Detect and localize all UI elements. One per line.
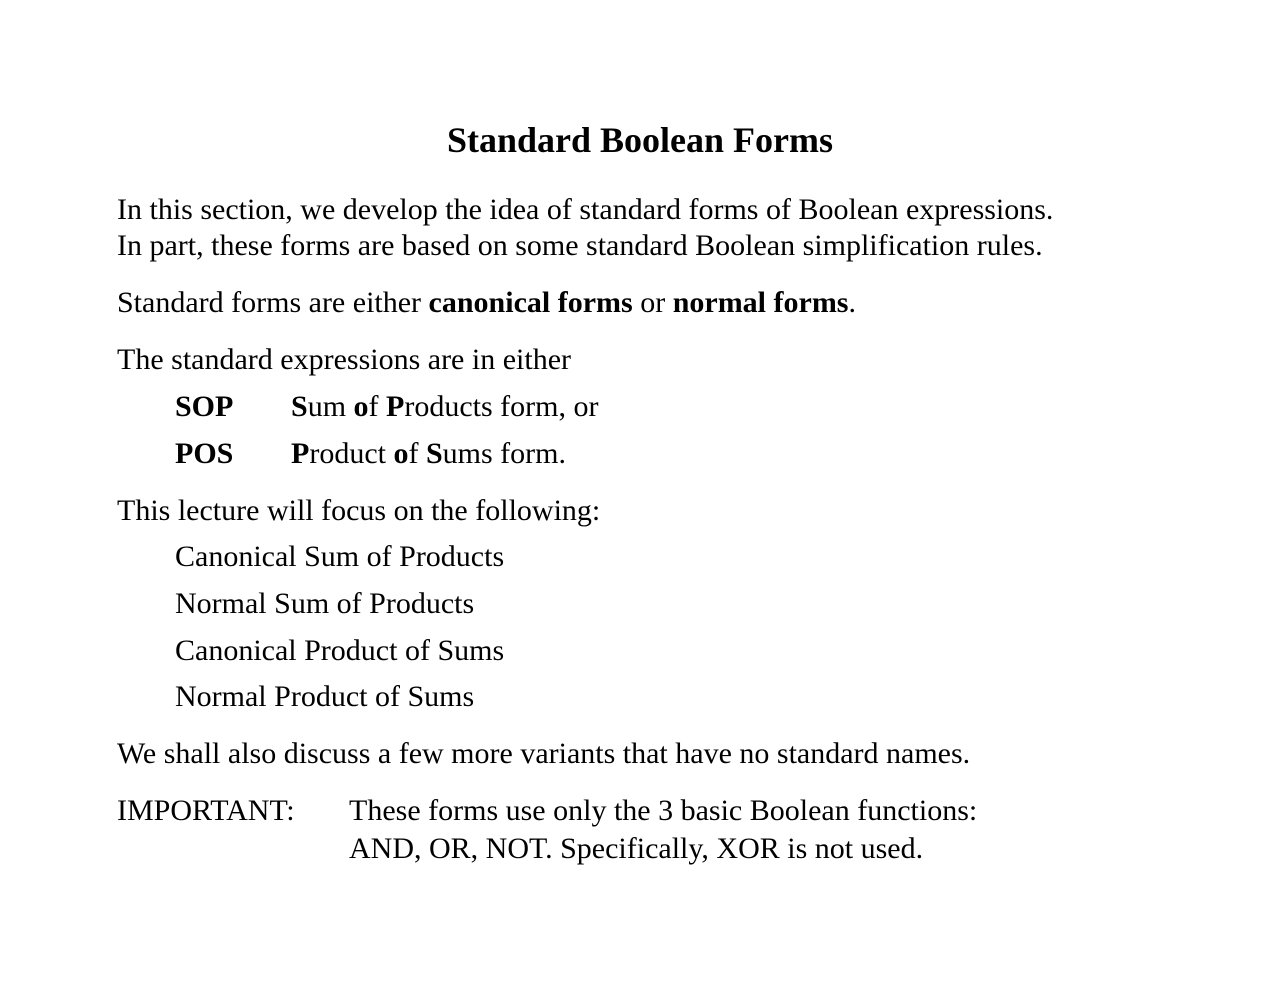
sop-definition: [175, 389, 598, 425]
pos-text-2: f: [408, 437, 426, 470]
focus-item-canonical-pos: Canonical Product of Sums: [175, 634, 505, 667]
focus-item-normal-sop: Normal Sum of Products: [175, 587, 475, 620]
sop-abbreviation: SOP: [175, 390, 234, 423]
intro-line-2: In part, these forms are based on some standard Boolean simplification rules.: [117, 229, 1043, 262]
variants-sentence: We shall also discuss a few more variants that have no standard names.: [117, 737, 971, 770]
standard-forms-middle: or: [632, 286, 673, 319]
canonical-forms-term: canonical forms: [428, 286, 633, 319]
standard-forms-sentence: [117, 285, 856, 321]
pos-abbreviation: POS: [175, 437, 234, 470]
sop-letter-p: P: [386, 390, 405, 423]
important-line-1: These forms use only the 3 basic Boolean functions:: [349, 794, 978, 827]
standard-forms-prefix: Standard forms are either: [117, 286, 429, 319]
sop-letter-o: o: [353, 390, 369, 423]
focus-intro: This lecture will focus on the following:: [117, 494, 601, 527]
pos-letter-p: P: [291, 437, 310, 470]
important-label: IMPORTANT:: [117, 794, 295, 827]
important-line-2: AND, OR, NOT. Specifically, XOR is not used.: [349, 832, 924, 865]
focus-item-normal-pos: Normal Product of Sums: [175, 680, 475, 713]
pos-letter-s: S: [425, 437, 443, 470]
pos-letter-o: o: [393, 437, 409, 470]
focus-item-canonical-sop: Canonical Sum of Products: [175, 540, 505, 573]
intro-line-1: In this section, we develop the idea of standard forms of Boolean expressions.: [117, 193, 1054, 226]
sop-text-1: um: [307, 390, 354, 423]
sop-text-3: roducts form, or: [404, 390, 599, 423]
normal-forms-term: normal forms: [672, 286, 849, 319]
pos-definition: [175, 436, 566, 472]
standard-forms-suffix: .: [848, 286, 856, 319]
sop-letter-s: S: [291, 390, 308, 423]
page-title: Standard Boolean Forms: [446, 120, 834, 160]
pos-text-3: ums form.: [442, 437, 566, 470]
sop-text-2: f: [368, 390, 387, 423]
expressions-intro: The standard expressions are in either: [117, 343, 571, 376]
pos-text-1: roduct: [309, 437, 394, 470]
